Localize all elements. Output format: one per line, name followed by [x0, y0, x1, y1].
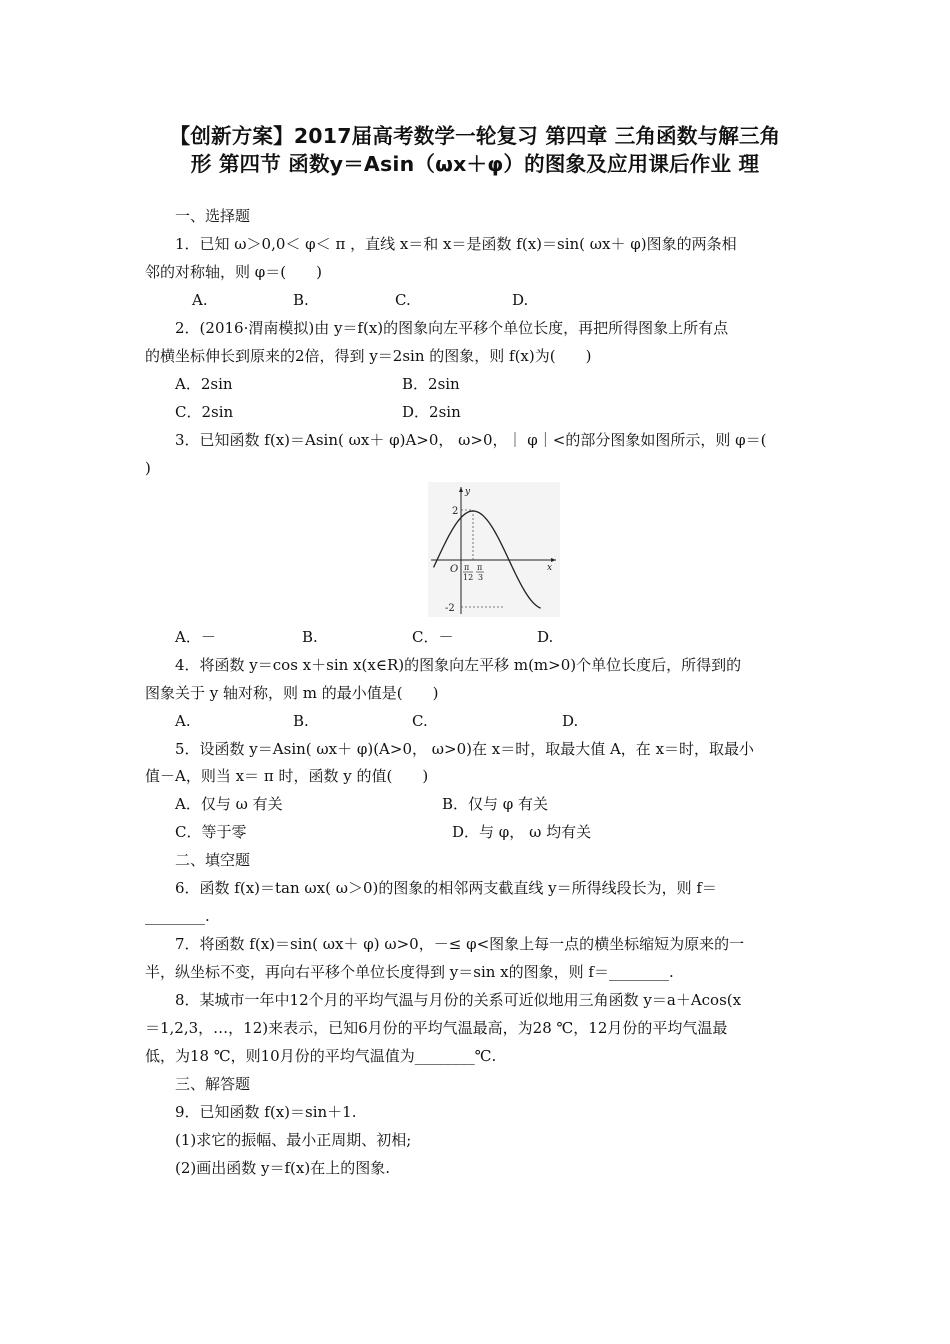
tick2-denominator: 3 [478, 573, 484, 582]
q1-line-2: 邻的对称轴，则 φ＝( ) [145, 263, 322, 281]
q3-option-a: A．－ [175, 628, 216, 646]
tick2-numerator: π [477, 563, 483, 572]
q8-line-1: 8．某城市一年中12个月的平均气温与月份的关系可近似地用三角函数 y＝a＋Acos(x [175, 991, 742, 1009]
q4-option-a: A. [175, 712, 191, 730]
q2-option-d: D．2sin [402, 403, 461, 421]
y-axis-label: y [465, 487, 471, 497]
q3-option-b: B. [302, 628, 318, 646]
q2-line-2: 的横坐标伸长到原来的2倍，得到 y＝2sin 的图象，则 f(x)为( ) [145, 347, 592, 365]
title-line-1: 【创新方案】2017届高考数学一轮复习 第四章 三角函数与解三角 [169, 124, 781, 148]
q9-line-2: (1)求它的振幅、最小正周期、初相; [175, 1131, 412, 1149]
q2-option-a: A．2sin [175, 375, 233, 393]
q1-option-d: D. [512, 291, 529, 309]
q5-option-d: D．与 φ， ω 均有关 [452, 823, 592, 841]
q1-line-1: 1．已知 ω＞0,0＜ φ＜ π ，直线 x＝和 x＝是函数 f(x)＝sin( ωx＋ φ)图象的两条相 [175, 235, 737, 253]
q4-line-1: 4．将函数 y＝cos x＋sin x(x∈R)的图象向左平移 m(m>0)个单位长度后，所得到的 [175, 656, 742, 674]
q5-line-2: 值－A，则当 x＝ π 时，函数 y 的值( ) [145, 767, 429, 785]
origin-label: O [450, 564, 459, 575]
q9-line-1: 9．已知函数 f(x)＝sin＋1. [175, 1103, 357, 1121]
q4-line-2: 图象关于 y 轴对称，则 m 的最小值是( ) [145, 684, 439, 702]
max-value-label: 2 [452, 506, 459, 517]
q6-line-1: 6．函数 f(x)＝tan ωx( ω＞0)的图象的相邻两支截直线 y＝所得线段长为，则 f＝ [175, 879, 717, 897]
title-line-2: 形 第四节 函数y＝Asin（ωx＋φ）的图象及应用课后作业 理 [190, 152, 760, 176]
q3-option-c: C．－ [412, 628, 454, 646]
q2-option-c: C．2sin [175, 403, 234, 421]
q6-line-2: ________. [145, 907, 210, 925]
tick1-denominator: 12 [463, 573, 474, 582]
tick1-numerator: π [464, 563, 470, 572]
min-value-label: -2 [445, 603, 455, 614]
section-heading-fill: 二、填空题 [175, 851, 251, 869]
sine-graph-figure [428, 482, 560, 617]
q3-option-d: D. [537, 628, 554, 646]
q5-line-1: 5．设函数 y＝Asin( ωx＋ φ)(A>0， ω>0)在 x＝时，取最大值 A，在 x＝时，取最小 [175, 740, 755, 758]
section-heading-solve: 三、解答题 [175, 1075, 251, 1093]
q3-line-1: 3．已知函数 f(x)＝Asin( ωx＋ φ)A>0， ω>0，｜ φ｜<的部分图象如图所示，则 φ＝( [175, 431, 767, 449]
q2-option-b: B．2sin [402, 375, 460, 393]
q9-line-3: (2)画出函数 y＝f(x)在上的图象. [175, 1159, 390, 1177]
q5-option-b: B．仅与 φ 有关 [442, 795, 549, 813]
q4-option-d: D. [562, 712, 579, 730]
q4-option-b: B. [293, 712, 309, 730]
q2-line-1: 2．(2016·渭南模拟)由 y＝f(x)的图象向左平移个单位长度，再把所得图象上所有点 [175, 319, 729, 337]
q5-option-c: C．等于零 [175, 823, 247, 841]
x-axis-label: x [547, 563, 553, 573]
q7-line-2: 半，纵坐标不变，再向右平移个单位长度得到 y＝sin x的图象，则 f＝________. [145, 963, 674, 981]
q1-option-a: A. [192, 291, 208, 309]
q3-line-2: ) [145, 459, 151, 477]
q7-line-1: 7．将函数 f(x)＝sin( ωx＋ φ) ω>0，－≤ φ<图象上每一点的横坐标缩短为原来的一 [175, 935, 745, 953]
q1-option-c: C. [395, 291, 411, 309]
document-title [140, 122, 810, 178]
q5-option-a: A．仅与 ω 有关 [175, 795, 283, 813]
q8-line-2: ＝1,2,3，…，12)来表示，已知6月份的平均气温最高，为28 ℃，12月份的平均气温最 [145, 1019, 728, 1037]
q8-line-3: 低，为18 ℃，则10月份的平均气温值为________℃. [145, 1047, 497, 1065]
q1-option-b: B. [293, 291, 309, 309]
section-heading-choice: 一、选择题 [175, 207, 251, 225]
q4-option-c: C. [412, 712, 428, 730]
figure-background [428, 482, 560, 617]
